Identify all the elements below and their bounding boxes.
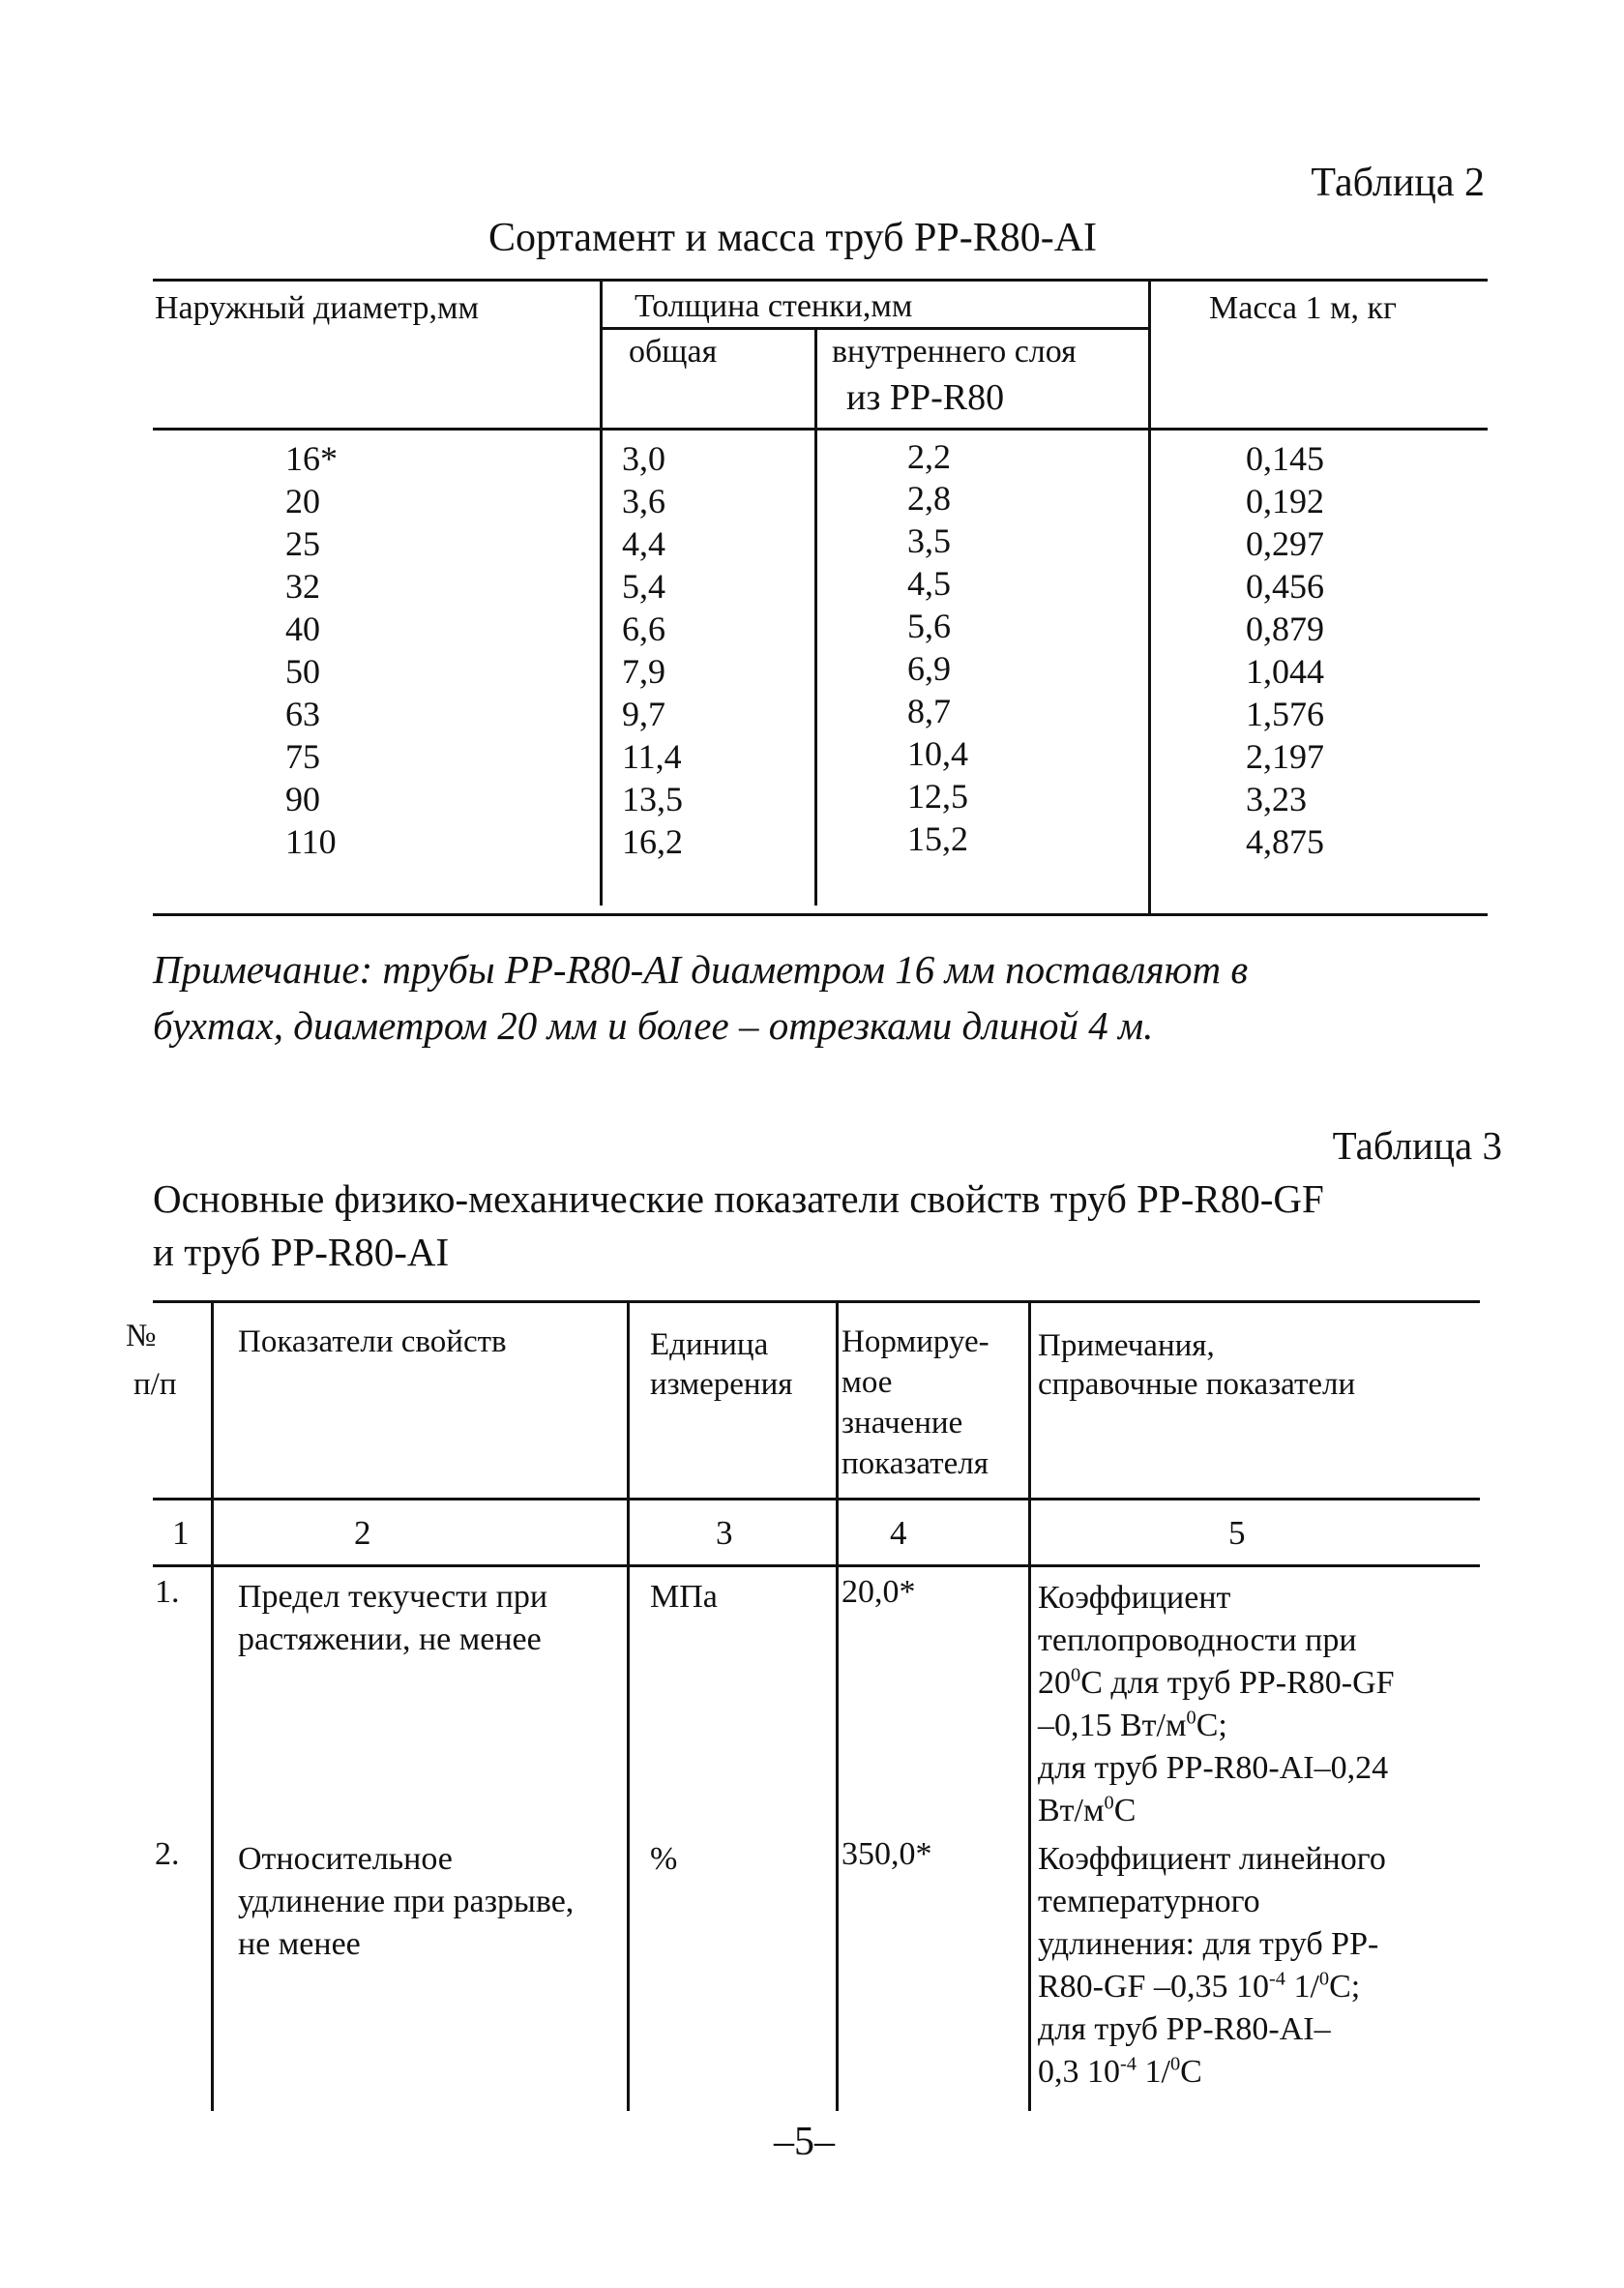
table-3-colnum-rule <box>153 1564 1480 1567</box>
t3-colnum-4: 4 <box>890 1514 907 1552</box>
t3-header-norm-line2: мое <box>842 1365 893 1400</box>
table-2-row-9-mass: 3,23 <box>1246 780 1307 818</box>
table-2-row-5-mass: 0,879 <box>1246 609 1324 648</box>
t3-header-property: Показатели свойств <box>238 1324 507 1359</box>
t3-row-1-unit: МПа <box>650 1579 718 1615</box>
t3-row-2-property-line3: не менее <box>238 1926 361 1962</box>
table-2-col-divider-2 <box>814 329 817 906</box>
t3-row-1-notes-line3: $20^0С$ для труб PP-R80-GF <box>1038 1664 1395 1701</box>
t3-row-2-notes-line6: 0,3 $10^{-4}$ 1/$^0$С <box>1038 2053 1202 2090</box>
t3-row-1-notes-line4: –0,15 $Вт/м^0С$; <box>1038 1707 1227 1743</box>
table-2-row-1-mass: 0,145 <box>1246 439 1324 478</box>
header-inner-layer-line1: внутреннего слоя <box>832 334 1077 370</box>
table-2-row-4-total: 5,4 <box>622 567 665 606</box>
table-2-row-6-mass: 1,044 <box>1246 652 1324 691</box>
table-2-row-8-mass: 2,197 <box>1246 737 1324 776</box>
table-3-col-divider-4 <box>1028 1302 1031 2111</box>
t3-colnum-2: 2 <box>354 1514 371 1552</box>
table-2-row-7-diameter: 63 <box>285 695 320 733</box>
table-2-title: Сортамент и масса труб PP-R80-AI <box>488 216 1098 260</box>
t3-header-notes-line1: Примечания, <box>1038 1328 1215 1363</box>
table-2-note-line2: бухтах, диаметром 20 мм и более – отрезками длиной 4 м. <box>153 1003 1154 1048</box>
header-outer-diameter: Наружный диаметр,мм <box>155 290 479 326</box>
t3-row-1-notes-line5: для труб PP-R80-AI–0,24 <box>1038 1750 1389 1786</box>
t3-row-2-notes-line2: температурного <box>1038 1884 1260 1919</box>
t3-header-unit-line1: Единица <box>650 1327 769 1362</box>
table-2-row-3-inner: 3,5 <box>907 521 951 560</box>
t3-colnum-3: 3 <box>716 1514 733 1552</box>
table-2-row-9-total: 13,5 <box>622 780 683 818</box>
table-2-row-4-mass: 0,456 <box>1246 567 1324 606</box>
table-2-row-1-diameter: 16* <box>285 439 338 478</box>
table-2-row-3-mass: 0,297 <box>1246 524 1324 563</box>
table-2-row-2-diameter: 20 <box>285 482 320 520</box>
t3-row-2-notes-line3: удлинения: для труб PP- <box>1038 1926 1379 1962</box>
t3-row-1-num: 1. <box>155 1574 180 1610</box>
t3-colnum-5: 5 <box>1228 1514 1246 1552</box>
table-2-row-9-diameter: 90 <box>285 780 320 818</box>
table-2-header-rule <box>153 428 1488 431</box>
table-2-row-1-inner: 2,2 <box>907 437 951 476</box>
table-3-col-divider-1 <box>211 1302 214 2111</box>
table-2-row-9-inner: 12,5 <box>907 777 968 816</box>
table-2-row-8-inner: 10,4 <box>907 734 968 773</box>
table-2-subheader-rule <box>602 327 1151 330</box>
table-2-row-10-total: 16,2 <box>622 822 683 861</box>
table-2-note-line1: Примечание: трубы PP-R80-AI диаметром 16 мм поставляют в <box>153 947 1249 992</box>
table-2-row-8-total: 11,4 <box>622 737 682 776</box>
header-total: общая <box>629 334 718 370</box>
table-2-row-2-inner: 2,8 <box>907 479 951 518</box>
table-2-bottom-rule <box>153 913 1488 916</box>
t3-header-num-line2: п/п <box>133 1367 177 1402</box>
table-2-row-6-diameter: 50 <box>285 652 320 691</box>
t3-colnum-1: 1 <box>172 1514 190 1552</box>
table-2-col-divider-1 <box>600 281 603 906</box>
t3-row-2-property-line2: удлинение при разрыве, <box>238 1884 575 1919</box>
table-2-row-8-diameter: 75 <box>285 737 320 776</box>
table-3-label: Таблица 3 <box>1332 1123 1502 1168</box>
table-2-row-4-diameter: 32 <box>285 567 320 606</box>
t3-row-2-notes-line1: Коэффициент линейного <box>1038 1841 1386 1877</box>
table-2-row-2-total: 3,6 <box>622 482 665 520</box>
table-2-row-7-mass: 1,576 <box>1246 695 1324 733</box>
t3-row-1-notes-line6: $Вт/м^0С$ <box>1038 1792 1137 1828</box>
table-2-row-7-total: 9,7 <box>622 695 665 733</box>
table-2-row-3-total: 4,4 <box>622 524 665 563</box>
t3-row-1-value: 20,0* <box>842 1574 916 1610</box>
table-2-row-2-mass: 0,192 <box>1246 482 1324 520</box>
t3-row-2-notes-line5: для труб PP-R80-AI– <box>1038 2011 1331 2047</box>
table-2-row-3-diameter: 25 <box>285 524 320 563</box>
page-number: –5– <box>774 2120 835 2164</box>
table-2-top-rule <box>153 279 1488 282</box>
table-2-row-6-inner: 6,9 <box>907 649 951 688</box>
table-2-col-divider-3 <box>1148 281 1151 913</box>
table-2-row-1-total: 3,0 <box>622 439 665 478</box>
table-2-row-10-mass: 4,875 <box>1246 822 1324 861</box>
t3-row-1-property-line1: Предел текучести при <box>238 1579 548 1615</box>
t3-row-2-property-line1: Относительное <box>238 1841 453 1877</box>
table-2-row-10-diameter: 110 <box>285 822 337 861</box>
table-3-col-divider-2 <box>627 1302 630 2111</box>
table-2-row-10-inner: 15,2 <box>907 819 968 858</box>
t3-row-2-notes-line4: R80-GF –0,35 $10^{-4}$ 1/$^0$С; <box>1038 1968 1361 2005</box>
table-2-label: Таблица 2 <box>1311 161 1485 205</box>
t3-row-2-num: 2. <box>155 1836 180 1872</box>
t3-row-1-notes-line3-text: С для труб PP-R80-GF <box>1080 1665 1395 1701</box>
t3-header-notes-line2: справочные показатели <box>1038 1367 1356 1402</box>
table-3-col-divider-3 <box>836 1302 839 2111</box>
t3-row-2-unit: % <box>650 1841 678 1877</box>
table-2-row-5-inner: 5,6 <box>907 607 951 645</box>
table-3-header-rule <box>153 1498 1480 1501</box>
t3-row-1-notes-line1: Коэффициент <box>1038 1580 1231 1616</box>
t3-header-norm-line3: значение <box>842 1406 963 1441</box>
table-2-row-5-diameter: 40 <box>285 609 320 648</box>
t3-row-2-value: 350,0* <box>842 1836 932 1872</box>
t3-row-1-property-line2: растяжении, не менее <box>238 1621 542 1657</box>
table-2-row-7-inner: 8,7 <box>907 692 951 730</box>
header-mass: Масса 1 м, кг <box>1209 290 1397 326</box>
header-wall-thickness: Толщина стенки,мм <box>635 288 913 324</box>
table-2-row-4-inner: 4,5 <box>907 564 951 603</box>
table-3-title-line2: и труб PP-R80-AI <box>153 1230 450 1274</box>
t3-header-norm-line1: Нормируе- <box>842 1324 989 1359</box>
t3-header-unit-line2: измерения <box>650 1367 793 1402</box>
header-inner-layer-line2: из PP-R80 <box>846 377 1005 418</box>
t3-header-norm-line4: показателя <box>842 1446 989 1481</box>
table-2-row-5-total: 6,6 <box>622 609 665 648</box>
table-3-title-line1: Основные физико-механические показатели свойств труб PP-R80-GF <box>153 1176 1324 1221</box>
t3-header-num-line1: № <box>126 1319 157 1353</box>
table-2-row-6-total: 7,9 <box>622 652 665 691</box>
t3-row-1-notes-line2: теплопроводности при <box>1038 1622 1357 1658</box>
table-3-top-rule <box>153 1300 1480 1303</box>
